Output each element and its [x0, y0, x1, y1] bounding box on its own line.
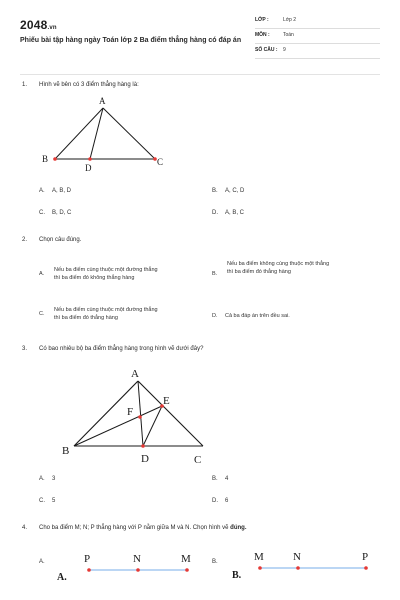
worksheet-title: Phiếu bài tập hàng ngày Toán lớp 2 Ba điểm thẳng hàng có đáp án [20, 37, 242, 44]
option-line-2: thì ba điểm đó không thẳng hàng [54, 275, 135, 281]
option-line-1: Nếu ba điểm cùng thuộc một đường thẳng [54, 267, 158, 273]
q4a-label-p: P [84, 553, 91, 565]
q4a-label-n: N [133, 553, 141, 565]
option-text: 4 [225, 476, 229, 482]
label-a: A [131, 368, 139, 380]
q4b-point-m [258, 566, 262, 570]
option-text: 3 [52, 476, 56, 482]
option-letter: D. [212, 313, 218, 319]
option-letter: C. [39, 311, 45, 317]
question-number: 4. [22, 525, 28, 531]
q4b-caption: B. [232, 570, 242, 581]
option-line-1: Nếu ba điểm cùng thuộc một đường thẳng [54, 307, 158, 313]
label-d: D [141, 453, 149, 465]
option-letter: D. [212, 498, 218, 504]
option-text: A, C, D [225, 188, 245, 194]
label-d: D [85, 163, 92, 173]
q4b-label-p: P [362, 551, 369, 563]
q4b-label-n: N [293, 551, 301, 563]
logo-main: 2048 [20, 18, 48, 32]
option-text: A, B, D [52, 188, 72, 194]
label-c: C [157, 157, 164, 167]
question-text: Có bao nhiêu bộ ba điểm thẳng hàng trong hình vẽ dưới đây? [39, 346, 204, 352]
label-e: E [163, 395, 170, 407]
option-line-2: thì ba điểm đó thẳng hàng [54, 315, 118, 321]
option-text: A, B, C [225, 210, 245, 216]
label-b: B [62, 445, 70, 457]
meta-label: MÔN : [255, 32, 270, 38]
option-letter: C. [39, 210, 45, 216]
q4a-caption: A. [57, 572, 67, 583]
q4b-label-m: M [254, 551, 264, 563]
option-letter: B. [212, 271, 218, 277]
option-text: 5 [52, 498, 56, 504]
option-text: B, D, C [52, 210, 72, 216]
question-text: Hình vẽ bên có 3 điểm thẳng hàng là: [39, 82, 139, 88]
question-number: 2. [22, 237, 28, 243]
option-line-2: thì ba điểm đó thẳng hàng [227, 269, 291, 275]
q4a-point-m [185, 568, 189, 572]
question-text-main: Cho ba điểm M; N; P thẳng hàng với P nằm giữa M và N. Chọn hình vẽ [39, 525, 231, 531]
question-number: 1. [22, 82, 28, 88]
option-letter: B. [212, 476, 218, 482]
option-text: Cả ba đáp án trên đều sai. [225, 313, 290, 319]
q4a-point-n [136, 568, 140, 572]
q4a-point-p [87, 568, 91, 572]
question-text-bold: đúng. [230, 525, 247, 531]
q4a-label-m: M [181, 553, 191, 565]
label-f: F [127, 406, 134, 418]
option-letter: B. [212, 188, 218, 194]
question-number: 3. [22, 346, 28, 352]
option-letter: A. [39, 559, 45, 565]
meta-value: Lớp 2 [283, 17, 297, 23]
meta-value: Toán [283, 32, 294, 38]
label-b: B [42, 154, 49, 164]
logo-suffix: .vn [47, 25, 57, 31]
label-a: A [99, 96, 106, 106]
meta-label: LỚP : [255, 17, 269, 23]
question-text: Chọn câu đúng. [39, 237, 82, 243]
option-line-1: Nếu ba điểm không cùng thuộc một thẳng [227, 261, 330, 267]
option-letter: B. [212, 559, 218, 565]
q4b-point-n [296, 566, 300, 570]
option-letter: A. [39, 188, 45, 194]
option-letter: A. [39, 476, 45, 482]
meta-label: SỐ CÂU : [255, 47, 278, 53]
option-letter: C. [39, 498, 45, 504]
meta-value: 9 [283, 47, 286, 53]
label-c: C [194, 454, 202, 466]
q4b-point-p [364, 566, 368, 570]
option-text: 6 [225, 498, 229, 504]
option-letter: D. [212, 210, 218, 216]
option-letter: A. [39, 271, 45, 277]
